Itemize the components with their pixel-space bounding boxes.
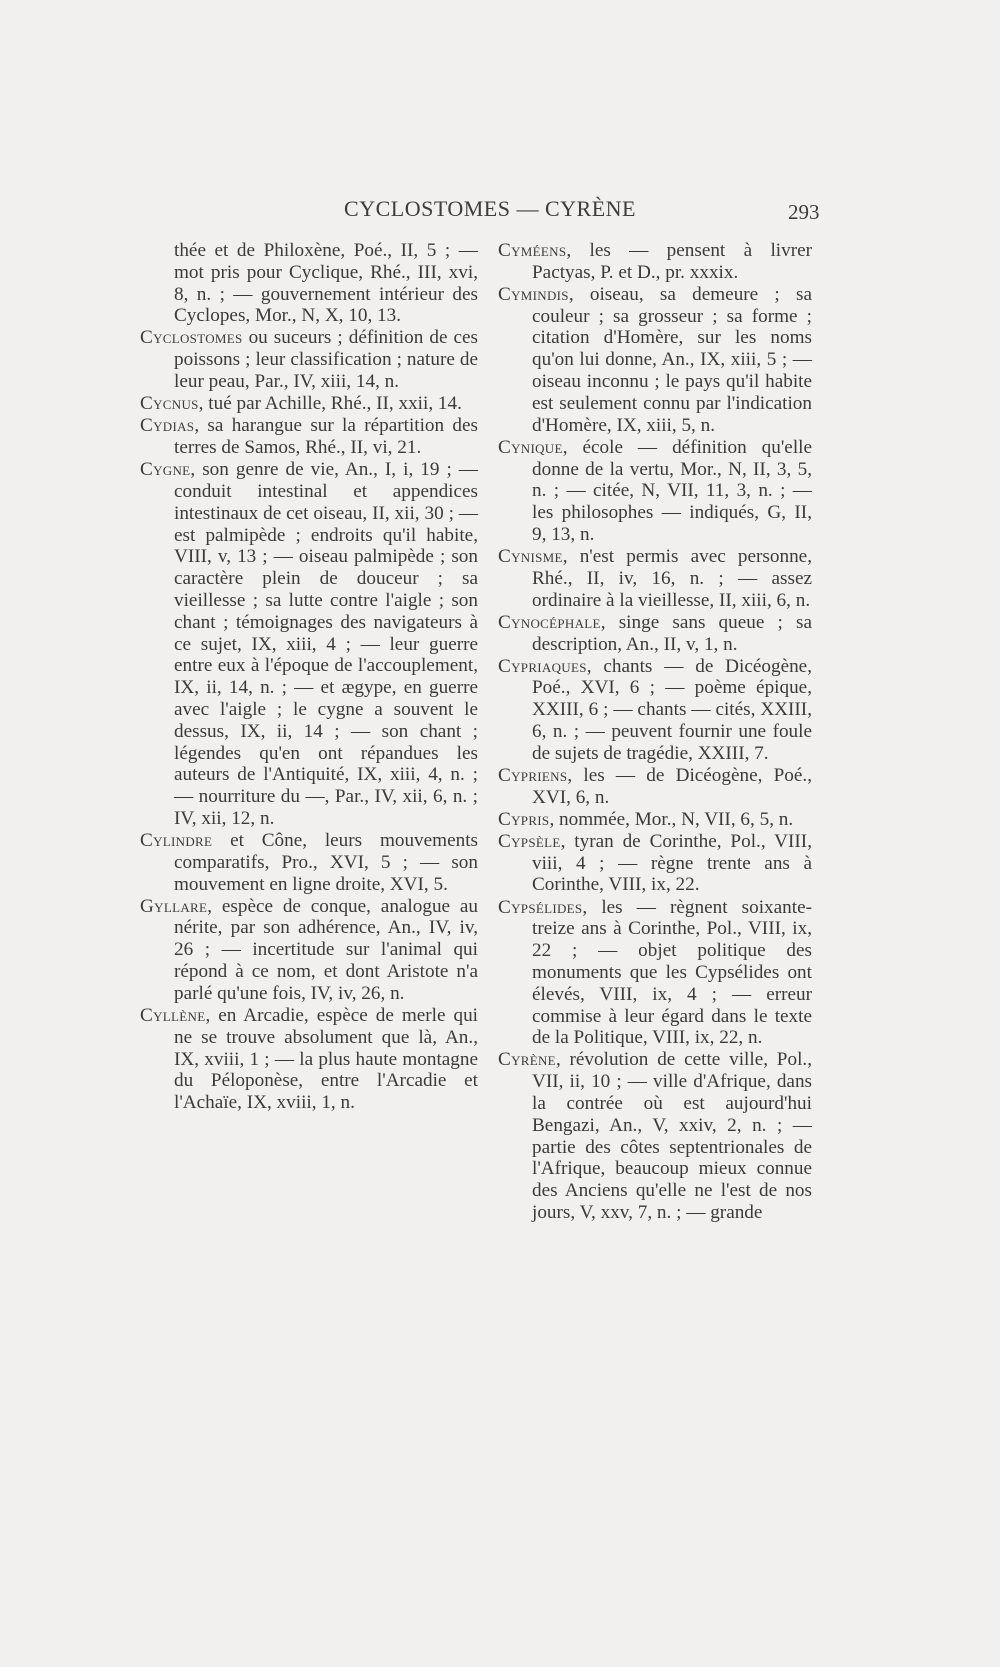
entry-text: , les — de Dicéogène, Poé., XVI, 6, n. [532,764,812,808]
index-entry [140,830,478,895]
entry-headword: Cyrène [498,1049,556,1071]
index-entry [140,393,478,415]
entry-headword: Cynique [498,436,563,458]
right-column [498,240,812,1224]
entry-text: , les — pensent à livrer Pactyas, P. et D., pr. xxxix. [532,240,812,283]
index-entry [140,459,478,830]
index-entry [140,327,478,392]
entry-text: , tué par Achille, Rhé., II, xxii, 14. [198,393,462,415]
entry-text: thée et de Philoxène, Poé., II, 5 ; — mot pris pour Cyclique, Rhé., III, xvi, 8, n. ; — gouvernement intérieur des Cyclopes, Mor., N, X, 10, 13. [174,240,478,327]
index-entry [498,1049,812,1223]
entry-headword: Cypris [498,808,550,830]
entry-text: , n'est permis avec personne, Rhé., II, iv, 16, n. ; — assez ordinaire à la vieillesse, II, xiii, 6, n. [532,546,812,611]
entry-text: , sa harangue sur la répartition des terres de Samos, Rhé., II, vi, 21. [174,415,478,459]
entry-text: , nommée, Mor., N, VII, 6, 5, n. [549,808,794,830]
left-column [140,240,478,1114]
index-entry [498,656,812,765]
entry-text: ou suceurs ; définition de ces poissons ; leur classification ; nature de leur peau, Par., IV, xiii, 14, n. [174,327,478,393]
index-entry [498,897,812,1050]
running-title: CYCLOSTOMES — CYRÈNE [344,196,636,221]
index-entry [498,831,812,896]
entry-headword: Cycnus [140,393,199,415]
entry-text: , école — définition qu'elle donne de la vertu, Mor., N, II, 3, 5, n. ; — citée, N, VII, 11, 3, n. ; — les philosophes — indiqués, G, II, 9, 13, n. [532,436,812,545]
entry-headword: Cylindre [140,830,213,851]
entry-text: et Cône, leurs mouvements comparatifs, Pro., XVI, 5 ; — son mouvement en ligne droite, XVI, 5. [174,830,478,895]
entry-text: , révolution de cette ville, Pol., VII, ii, 10 ; — ville d'Afrique, dans la contrée où est aujourd'hui Bengazi, An., V, xxiv, 2, n. ; — partie des côtes septentrionales de l'Afrique, beaucoup mieux connue des Anciens qu'elle ne l'est de nos jours, V, xxv, 7, n. ; — grande [532,1049,812,1224]
entry-headword: Cydias [140,415,195,437]
entry-headword: Cymindis [498,283,569,305]
entry-headword: Cypsèle [498,830,561,852]
entry-text: , chants — de Dicéogène, Poé., XVI, 6 ; — poème épique, XXIII, 6 ; — chants — cités, XXIII, 6, n. ; — peuvent fournir une foule de sujets de tragédie, XXIII, 7. [532,655,812,764]
entry-text: , les — règnent soixante-treize ans à Corinthe, Pol., VIII, ix, 22 ; — objet politique des monuments que les Cypsélides ont élevés, VIII, ix, 4 ; — erreur commise à leur égard dans le texte de la Politique, VIII, ix, 22, n. [532,896,812,1049]
entry-text: , tyran de Corinthe, Pol., VIII, viii, 4 ; — règne trente ans à Corinthe, VIII, ix, 22. [532,830,812,896]
index-entry [498,437,812,546]
entry-headword: Cypsélides [498,896,583,918]
entry-headword: Cyméens [498,240,567,261]
entry-headword: Cynisme [498,546,563,568]
entry-headword: Cynocéphale [498,611,601,633]
index-entry [498,765,812,809]
entry-text: , espèce de conque, analogue au nérite, par son adhérence, An., IV, iv, 26 ; — incertitude sur l'animal qui répond à ce nom, et dont Aristote n'a parlé qu'une fois, IV, iv, 26, n. [174,895,478,1004]
entry-headword: Cypriaques [498,655,587,677]
index-entry [140,896,478,1005]
index-entry [498,284,812,437]
entry-text: , singe sans queue ; sa description, An., II, v, 1, n. [532,611,812,655]
index-entry [498,809,812,831]
index-entry [498,612,812,656]
entry-headword: Cygne [140,459,191,481]
entry-text: , oiseau, sa demeure ; sa couleur ; sa grosseur ; sa forme ; citation d'Homère, sur les noms qu'on lui donne, An., IX, xiii, 5 ; — oiseau inconnu ; le pays qu'il habite est seulement connu par l'indication d'Homère, IX, xiii, 5, n. [532,283,812,436]
index-entry [140,1005,478,1114]
page-number: 293 [788,200,820,224]
entry-text: , son genre de vie, An., I, i, 19 ; — conduit intestinal et appendices intestinaux de cet oiseau, II, xii, 30 ; — est palmipède ; endroits qu'il habite, VIII, v, 13 ; — oiseau palmipède ; son caractère plein de douceur ; sa vieillesse ; sa lutte contre l'aigle ; son chant ; témoignages des navigateurs à ce sujet, IX, xiii, 4 ; — leur guerre entre eux à l'époque de l'accouplement, IX, ii, 14, n. ; — et ægype, en guerre avec l'aigle ; le cygne a souvent le dessus, IX, ii, 14 ; — son chant ; légendes qu'en ont répandues les auteurs de l'Antiquité, IX, xiii, 4, n. ; — nourriture du —, Par., IV, xii, 6, n. ; IV, xii, 12, n. [174,459,478,829]
entry-headword: Gyllare [140,895,208,917]
index-entry [140,415,478,459]
entry-text: , en Arcadie, espèce de merle qui ne se trouve absolument que là, An., IX, xviii, 1 ; — la plus haute montagne du Péloponèse, entre l'Arcadie et l'Achaïe, IX, xviii, 1, n. [174,1004,478,1114]
entry-headword: Cypriens [498,764,568,786]
entry-headword: Cyclostomes [140,327,243,349]
index-entry [498,546,812,611]
entry-headword: Cyllène [140,1004,206,1026]
index-entry [140,240,478,327]
index-entry [498,240,812,284]
